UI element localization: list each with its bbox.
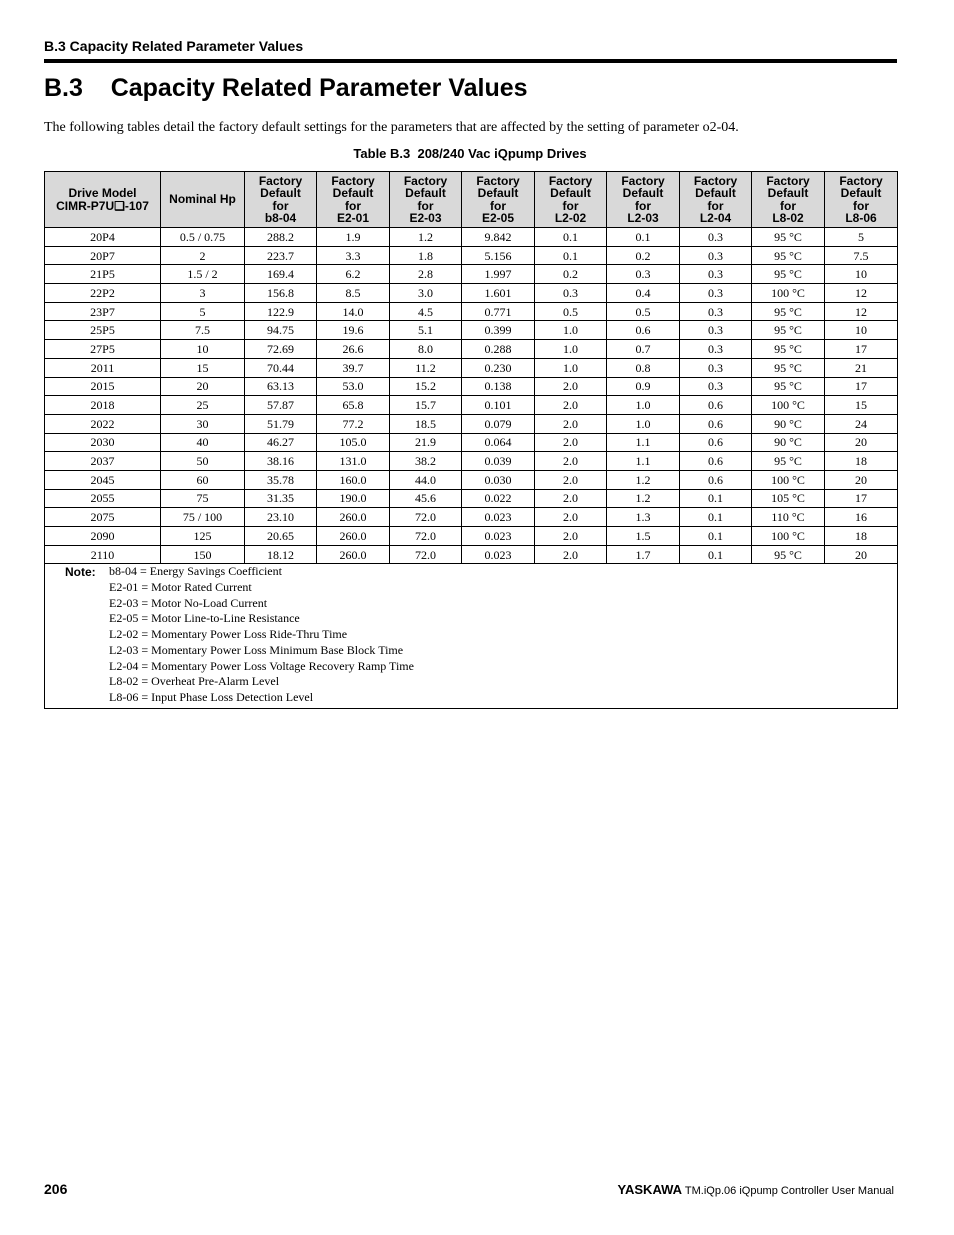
table-cell: 190.0 [317, 489, 390, 508]
table-cell: 21.9 [390, 433, 462, 452]
column-header-line: for [490, 198, 506, 213]
column-header [607, 172, 680, 228]
table-cell: 1.8 [390, 246, 462, 265]
table-body [45, 228, 898, 564]
table-cell: 0.023 [462, 527, 535, 546]
note-line: E2-03 = Motor No-Load Current [109, 595, 268, 610]
table-cell: 5.1 [390, 321, 462, 340]
table-cell: 2110 [45, 545, 161, 564]
table-cell: 1.0 [607, 414, 680, 433]
table-cell: 100 °C [752, 284, 825, 303]
brand-name: YASKAWA [617, 1182, 683, 1197]
table-cell: 0.3 [680, 358, 752, 377]
table-cell: 0.5 [607, 302, 680, 321]
table-cell: 72.0 [390, 527, 462, 546]
column-header-line: E2-01 [336, 211, 370, 225]
table-cell: 2.0 [535, 452, 607, 471]
column-header-line: Default [767, 186, 809, 200]
table-cell: 10 [825, 265, 898, 284]
table-cell: 1.2 [607, 489, 680, 508]
column-header-line: b8-04 [264, 211, 297, 225]
table-cell: 2022 [45, 414, 161, 433]
table-header-row [45, 172, 898, 228]
table-cell: 0.2 [535, 265, 607, 284]
table-cell: 1.0 [607, 396, 680, 415]
table-cell: 1.0 [535, 340, 607, 359]
note-label: Note: [65, 565, 96, 580]
table-cell: 0.3 [680, 265, 752, 284]
column-header-line: Factory [331, 173, 375, 188]
column-header-line: CIMR-P7U❑-107 [56, 198, 149, 213]
column-header-line: Factory [693, 173, 738, 188]
table-cell: 1.0 [535, 358, 607, 377]
table-cell: 0.3 [680, 302, 752, 321]
table-cell: 95 °C [752, 377, 825, 396]
column-header-line: Default [840, 186, 882, 200]
column-header-line: L8-02 [772, 211, 804, 225]
table-cell: 2011 [45, 358, 161, 377]
note-line: L2-04 = Momentary Power Loss Voltage Recovery Ramp Time [109, 658, 414, 673]
table-cell: 2.0 [535, 377, 607, 396]
column-header-line: L2-03 [627, 211, 659, 225]
table-cell: 72.0 [390, 508, 462, 527]
table-cell: 2.0 [535, 545, 607, 564]
table-cell: 288.2 [245, 228, 317, 247]
table-cell: 1.3 [607, 508, 680, 527]
table-cell: 260.0 [317, 545, 390, 564]
table-cell: 44.0 [390, 470, 462, 489]
table-cell: 53.0 [317, 377, 390, 396]
table-cell: 0.6 [680, 470, 752, 489]
column-header [462, 172, 535, 228]
table-cell: 0.399 [462, 321, 535, 340]
table-cell: 0.023 [462, 545, 535, 564]
table-row [45, 265, 898, 284]
table-cell: 2.0 [535, 508, 607, 527]
table-cell: 2.0 [535, 396, 607, 415]
table-cell: 17 [825, 340, 898, 359]
table-cell: 11.2 [390, 358, 462, 377]
table-cell: 2.0 [535, 470, 607, 489]
table-cell: 8.5 [317, 284, 390, 303]
column-header-line: Default [695, 186, 736, 200]
table-cell: 15.2 [390, 377, 462, 396]
table-cell: 150 [161, 545, 245, 564]
table-cell: 0.079 [462, 414, 535, 433]
table-cell: 70.44 [245, 358, 317, 377]
table-cell: 2.0 [535, 489, 607, 508]
table-cell: 20P4 [45, 228, 161, 247]
table-cell: 8.0 [390, 340, 462, 359]
table-cell: 0.3 [680, 377, 752, 396]
table-cell: 260.0 [317, 527, 390, 546]
table-cell: 1.9 [317, 228, 390, 247]
table-row [45, 246, 898, 265]
column-header-line: for [562, 198, 579, 213]
table-row [45, 228, 898, 247]
table-cell: 23.10 [245, 508, 317, 527]
table-cell: 1.0 [535, 321, 607, 340]
table-cell: 18.12 [245, 545, 317, 564]
table-cell: 40 [161, 433, 245, 452]
table-cell: 95 °C [752, 228, 825, 247]
column-header [752, 172, 825, 228]
table-cell: 19.6 [317, 321, 390, 340]
table-cell: 38.2 [390, 452, 462, 471]
table-row [45, 321, 898, 340]
table-cell: 0.7 [607, 340, 680, 359]
table-cell: 0.6 [680, 414, 752, 433]
table-cell: 0.2 [607, 246, 680, 265]
table-cell: 27P5 [45, 340, 161, 359]
column-header-line: Factory [403, 173, 448, 188]
table-cell: 0.064 [462, 433, 535, 452]
table-cell: 95 °C [752, 302, 825, 321]
table-row [45, 396, 898, 415]
table-cell: 0.5 / 0.75 [161, 228, 245, 247]
table-cell: 0.101 [462, 396, 535, 415]
table-cell: 95 °C [752, 321, 825, 340]
table-cell: 3.0 [390, 284, 462, 303]
table-cell: 60 [161, 470, 245, 489]
table-cell: 20 [825, 470, 898, 489]
column-header-line: E2-03 [409, 211, 442, 225]
note-line: E2-05 = Motor Line-to-Line Resistance [109, 611, 300, 626]
table-cell: 45.6 [390, 489, 462, 508]
table-cell: 14.0 [317, 302, 390, 321]
note-line: E2-01 = Motor Rated Current [109, 580, 252, 595]
note-line: L2-03 = Momentary Power Loss Minimum Base Block Time [109, 642, 404, 657]
intro-paragraph: The following tables detail the factory default settings for the parameters that are affected by the setting of parameter o2-04. [44, 120, 739, 135]
table-cell: 2090 [45, 527, 161, 546]
note-line: L8-02 = Overheat Pre-Alarm Level [109, 674, 280, 689]
table-row [45, 414, 898, 433]
table-cell: 26.6 [317, 340, 390, 359]
column-header-line: for [635, 198, 651, 213]
table-cell: 10 [161, 340, 245, 359]
table-cell: 100 °C [752, 470, 825, 489]
table-cell: 20.65 [245, 527, 317, 546]
parameter-table [44, 171, 898, 709]
table-cell: 5 [825, 228, 898, 247]
table-cell: 12 [825, 302, 898, 321]
column-header-line: Default [260, 186, 301, 200]
table-cell: 10 [825, 321, 898, 340]
table-cell: 21P5 [45, 265, 161, 284]
table-cell: 18 [825, 527, 898, 546]
column-header-line: Nominal Hp [169, 192, 236, 207]
table-cell: 63.13 [245, 377, 317, 396]
table-cell: 0.9 [607, 377, 680, 396]
table-cell: 75 [161, 489, 245, 508]
column-header-line: for [853, 198, 869, 213]
table-cell: 7.5 [825, 246, 898, 265]
table-cell: 77.2 [317, 414, 390, 433]
table-cell: 0.039 [462, 452, 535, 471]
table-cell: 95 °C [752, 265, 825, 284]
table-row [45, 545, 898, 564]
table-cell: 0.771 [462, 302, 535, 321]
table-row [45, 508, 898, 527]
column-header-line: Drive Model [68, 186, 137, 200]
column-header [45, 172, 161, 228]
table-cell: 0.3 [680, 246, 752, 265]
table-cell: 30 [161, 414, 245, 433]
column-header-line: Factory [548, 173, 593, 188]
table-cell: 0.1 [680, 489, 752, 508]
column-header-line: Default [622, 186, 664, 200]
column-header-line: for [780, 198, 796, 213]
table-cell: 0.3 [680, 340, 752, 359]
table-cell: 15 [161, 358, 245, 377]
table-cell: 2.0 [535, 527, 607, 546]
table-cell: 20 [825, 545, 898, 564]
table-cell: 1.7 [607, 545, 680, 564]
column-header-line: E2-05 [481, 211, 515, 225]
column-header-line: L8-06 [845, 211, 877, 225]
table-cell: 125 [161, 527, 245, 546]
table-row [45, 340, 898, 359]
table-row [45, 527, 898, 546]
table-cell: 0.4 [607, 284, 680, 303]
table-cell: 20 [161, 377, 245, 396]
table-cell: 110 °C [752, 508, 825, 527]
note-line: L2-02 = Momentary Power Loss Ride-Thru Time [109, 627, 348, 642]
footer-brand [618, 1182, 894, 1197]
column-header [825, 172, 898, 228]
column-header-line: Factory [476, 173, 520, 188]
section-title [44, 74, 528, 103]
table-cell: 0.6 [607, 321, 680, 340]
column-header-line: Default [550, 186, 591, 200]
table-cell: 223.7 [245, 246, 317, 265]
table-cell: 122.9 [245, 302, 317, 321]
column-header-line: Default [332, 186, 374, 200]
table-cell: 9.842 [462, 228, 535, 247]
note-lines [109, 564, 414, 705]
table-cell: 15.7 [390, 396, 462, 415]
table-cell: 18.5 [390, 414, 462, 433]
table-cell: 0.6 [680, 452, 752, 471]
table-cell: 12 [825, 284, 898, 303]
table-cell: 0.1 [680, 527, 752, 546]
table-cell: 2.0 [535, 433, 607, 452]
table-row [45, 377, 898, 396]
table-cell: 0.3 [680, 321, 752, 340]
column-header-line: Factory [839, 173, 883, 188]
table-cell: 0.1 [535, 246, 607, 265]
table-cell: 57.87 [245, 396, 317, 415]
table-cell: 1.5 [607, 527, 680, 546]
table-row [45, 489, 898, 508]
table-cell: 50 [161, 452, 245, 471]
table-cell: 0.1 [607, 228, 680, 247]
table-cell: 0.288 [462, 340, 535, 359]
table-cell: 18 [825, 452, 898, 471]
table-cell: 0.3 [680, 284, 752, 303]
table-cell: 17 [825, 489, 898, 508]
table-cell: 21 [825, 358, 898, 377]
table-cell: 0.1 [535, 228, 607, 247]
table-cell: 1.1 [607, 433, 680, 452]
table-cell: 0.1 [680, 508, 752, 527]
column-header [390, 172, 462, 228]
table-cell: 0.023 [462, 508, 535, 527]
table-cell: 169.4 [245, 265, 317, 284]
column-header [680, 172, 752, 228]
note-line: L8-06 = Input Phase Loss Detection Level [109, 690, 314, 704]
table-cell: 1.5 / 2 [161, 265, 245, 284]
table-cell: 1.601 [462, 284, 535, 303]
table-cell: 24 [825, 414, 898, 433]
section-title-text: Capacity Related Parameter Values [110, 74, 528, 102]
table-cell: 2055 [45, 489, 161, 508]
table-cell: 3.3 [317, 246, 390, 265]
table-caption: Table B.3 208/240 Vac iQpump Drives [353, 146, 587, 161]
table-cell: 7.5 [161, 321, 245, 340]
table-cell: 95 °C [752, 358, 825, 377]
table-cell: 25 [161, 396, 245, 415]
column-header-line: Default [405, 186, 446, 200]
column-header-line: Default [477, 186, 519, 200]
table-cell: 95 °C [752, 246, 825, 265]
column-header [535, 172, 607, 228]
table-cell: 0.1 [680, 545, 752, 564]
column-header [317, 172, 390, 228]
table-row [45, 452, 898, 471]
column-header-line: L2-02 [554, 211, 587, 225]
table-cell: 100 °C [752, 527, 825, 546]
table-cell: 2 [161, 246, 245, 265]
column-header-line: L2-04 [699, 211, 732, 225]
table-row [45, 470, 898, 489]
table-cell: 6.2 [317, 265, 390, 284]
section-number: B.3 [44, 74, 83, 102]
table-row [45, 358, 898, 377]
table-cell: 90 °C [752, 414, 825, 433]
table-row [45, 302, 898, 321]
table-cell: 0.5 [535, 302, 607, 321]
table-cell: 0.3 [535, 284, 607, 303]
table-cell: 90 °C [752, 433, 825, 452]
table-cell: 17 [825, 377, 898, 396]
table-cell: 1.997 [462, 265, 535, 284]
table-cell: 35.78 [245, 470, 317, 489]
table-cell: 2.0 [535, 414, 607, 433]
column-header [245, 172, 317, 228]
table-cell: 156.8 [245, 284, 317, 303]
column-header-line: for [417, 198, 434, 213]
table-cell: 95 °C [752, 340, 825, 359]
table-cell: 2018 [45, 396, 161, 415]
table-cell: 260.0 [317, 508, 390, 527]
table-cell: 2030 [45, 433, 161, 452]
table-cell: 160.0 [317, 470, 390, 489]
table-cell: 3 [161, 284, 245, 303]
note-cell [45, 564, 898, 708]
page-number: 206 [44, 1181, 68, 1197]
table-cell: 16 [825, 508, 898, 527]
running-head: B.3 Capacity Related Parameter Values [44, 38, 304, 54]
table-cell: 0.230 [462, 358, 535, 377]
manual-title: TM.iQp.06 iQpump Controller User Manual [684, 1185, 894, 1197]
table-cell: 0.3 [680, 228, 752, 247]
table-cell: 39.7 [317, 358, 390, 377]
table-cell: 72.69 [245, 340, 317, 359]
table-cell: 0.3 [607, 265, 680, 284]
table-cell: 2045 [45, 470, 161, 489]
table-cell: 1.2 [607, 470, 680, 489]
table-cell: 5.156 [462, 246, 535, 265]
table-cell: 1.1 [607, 452, 680, 471]
table-cell: 38.16 [245, 452, 317, 471]
table-cell: 4.5 [390, 302, 462, 321]
column-header [161, 172, 245, 228]
table-cell: 95 °C [752, 452, 825, 471]
table-cell: 72.0 [390, 545, 462, 564]
table-cell: 75 / 100 [161, 508, 245, 527]
table-cell: 0.8 [607, 358, 680, 377]
table-cell: 1.2 [390, 228, 462, 247]
table-cell: 0.030 [462, 470, 535, 489]
table-cell: 31.35 [245, 489, 317, 508]
table-cell: 2015 [45, 377, 161, 396]
table-cell: 2037 [45, 452, 161, 471]
table-cell: 23P7 [45, 302, 161, 321]
table-cell: 0.138 [462, 377, 535, 396]
table-cell: 25P5 [45, 321, 161, 340]
table-cell: 20P7 [45, 246, 161, 265]
column-header-line: for [272, 198, 289, 213]
table-cell: 65.8 [317, 396, 390, 415]
table-cell: 95 °C [752, 545, 825, 564]
note-line: b8-04 = Energy Savings Coefficient [109, 564, 282, 579]
table-cell: 46.27 [245, 433, 317, 452]
table-cell: 2.8 [390, 265, 462, 284]
column-header-line: for [707, 198, 724, 213]
table-cell: 0.6 [680, 433, 752, 452]
table-row [45, 284, 898, 303]
table-cell: 0.022 [462, 489, 535, 508]
table-cell: 105 °C [752, 489, 825, 508]
table-cell: 131.0 [317, 452, 390, 471]
header-rule [44, 59, 897, 63]
note-row [45, 564, 898, 708]
table-cell: 22P2 [45, 284, 161, 303]
table-cell: 105.0 [317, 433, 390, 452]
table-cell: 5 [161, 302, 245, 321]
column-header-line: Factory [258, 173, 303, 188]
table-cell: 15 [825, 396, 898, 415]
column-header-line: Factory [766, 173, 810, 188]
column-header-line: for [345, 198, 361, 213]
table-cell: 20 [825, 433, 898, 452]
table-cell: 0.6 [680, 396, 752, 415]
table-cell: 100 °C [752, 396, 825, 415]
table-cell: 2075 [45, 508, 161, 527]
table-cell: 94.75 [245, 321, 317, 340]
column-header-line: Factory [621, 173, 665, 188]
table-cell: 51.79 [245, 414, 317, 433]
table-row [45, 433, 898, 452]
